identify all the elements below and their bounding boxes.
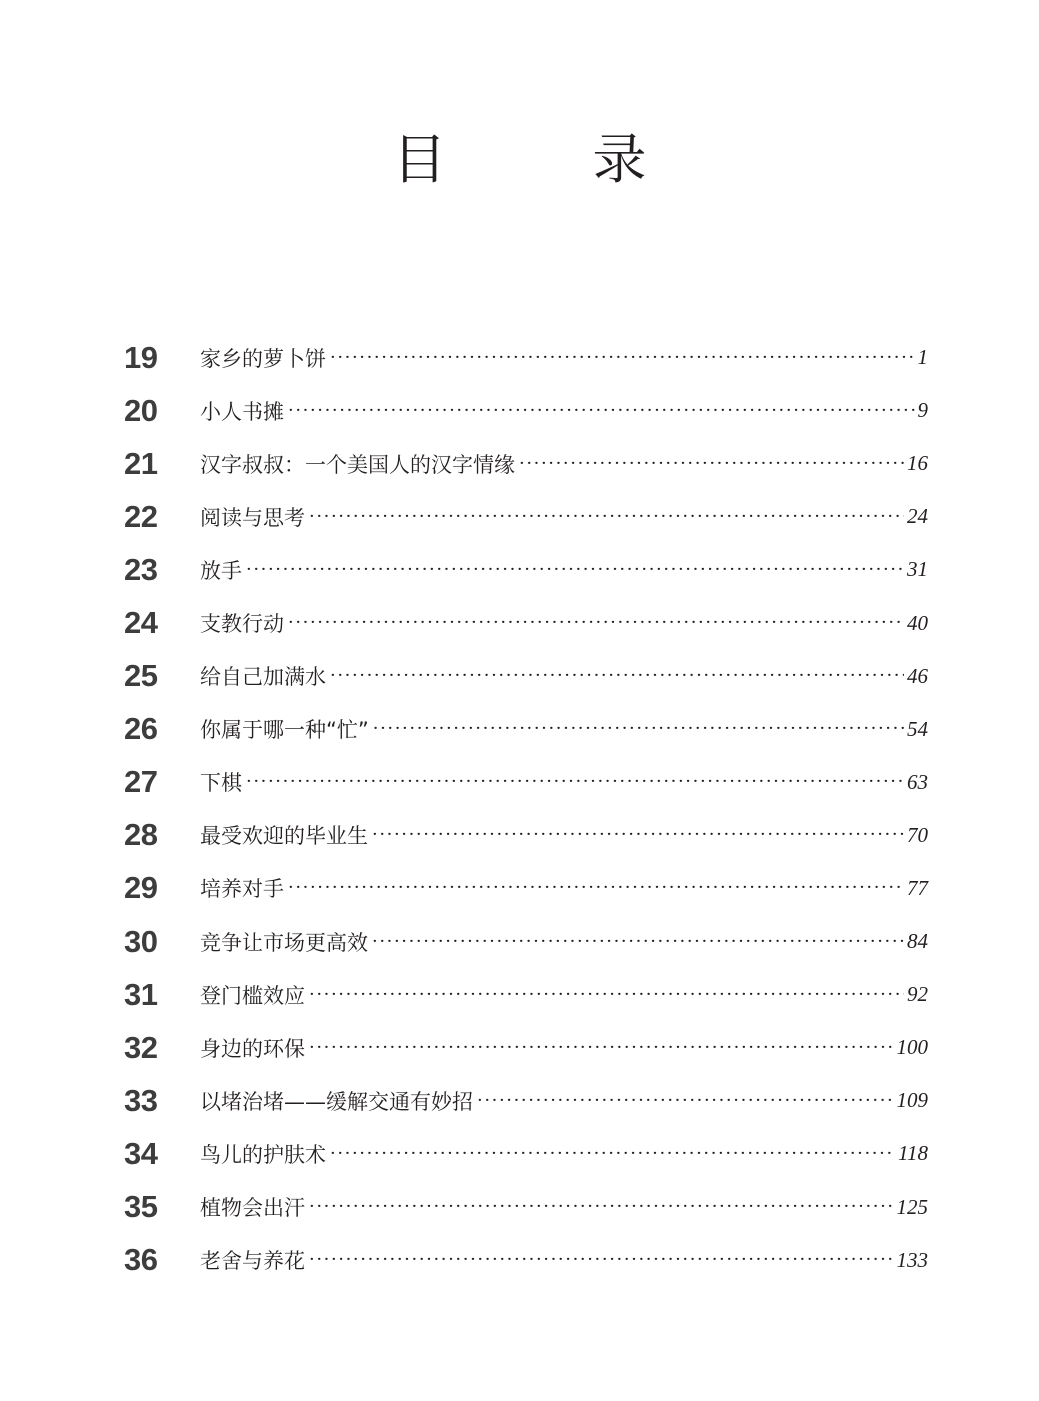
toc-entry-number: 20 xyxy=(124,392,158,428)
dot-leader xyxy=(373,717,904,741)
toc-entry-33[interactable] xyxy=(124,1074,928,1127)
dot-leader xyxy=(372,930,904,954)
toc-entry-25[interactable] xyxy=(124,650,928,703)
toc-entry-21[interactable] xyxy=(124,437,928,490)
toc-entry-number: 34 xyxy=(124,1135,158,1171)
toc-entry-23[interactable] xyxy=(124,543,928,596)
toc-entry-22[interactable] xyxy=(124,490,928,543)
toc-entry-title[interactable]: 身边的环保 xyxy=(200,1036,305,1061)
dot-leader xyxy=(477,1089,894,1113)
toc-entry-number: 27 xyxy=(124,764,158,800)
toc-entry-number: 24 xyxy=(124,605,158,641)
page-title: 目 录 xyxy=(392,128,693,191)
toc-entry-title[interactable]: 小人书摊 xyxy=(200,399,284,424)
toc-entry-32[interactable] xyxy=(124,1021,928,1074)
dot-leader xyxy=(309,505,904,529)
dot-leader xyxy=(330,1142,895,1166)
toc-entry-30[interactable] xyxy=(124,915,928,968)
toc-entry-page: 84 xyxy=(907,929,928,954)
toc-entry-34[interactable] xyxy=(124,1127,928,1180)
toc-entry-title[interactable]: 登门槛效应 xyxy=(200,983,305,1008)
toc-entry-page: 1 xyxy=(917,345,928,370)
toc-entry-page: 70 xyxy=(907,822,928,847)
toc-entry-27[interactable] xyxy=(124,756,928,809)
dot-leader xyxy=(246,558,904,582)
toc-entry-page: 133 xyxy=(896,1247,928,1272)
toc-entry-title[interactable]: 家乡的萝卜饼 xyxy=(200,346,326,371)
toc-entry-title[interactable]: 以堵治堵——缓解交通有妙招 xyxy=(200,1089,473,1114)
toc-entry-28[interactable] xyxy=(124,809,928,862)
toc-entry-35[interactable] xyxy=(124,1181,928,1234)
toc-entry-title[interactable]: 最受欢迎的毕业生 xyxy=(200,824,368,849)
dot-leader xyxy=(519,452,904,476)
toc-entry-page: 24 xyxy=(907,504,928,529)
toc-entry-title[interactable]: 鸟儿的护肤术 xyxy=(200,1142,326,1167)
toc-entry-page: 100 xyxy=(896,1035,928,1060)
dot-leader xyxy=(309,1248,894,1272)
toc-entry-number: 30 xyxy=(124,923,158,959)
toc-entry-20[interactable] xyxy=(124,384,928,437)
toc-entry-number: 31 xyxy=(124,976,158,1012)
toc-entry-number: 33 xyxy=(124,1082,158,1118)
toc-entry-24[interactable] xyxy=(124,596,928,649)
toc-entry-title[interactable]: 培养对手 xyxy=(200,877,284,902)
toc-entry-page: 118 xyxy=(898,1141,928,1166)
toc-entry-page: 77 xyxy=(907,875,928,900)
toc-entry-number: 21 xyxy=(124,445,158,481)
toc-entry-title[interactable]: 你属于哪一种“忙” xyxy=(200,718,369,743)
toc-entry-number: 26 xyxy=(124,711,158,747)
dot-leader xyxy=(330,664,904,688)
dot-leader xyxy=(288,876,904,900)
toc-entry-number: 19 xyxy=(124,339,158,375)
toc-entry-number: 22 xyxy=(124,498,158,534)
toc-entry-title[interactable]: 下棋 xyxy=(200,771,242,796)
toc-entry-36[interactable] xyxy=(124,1234,928,1287)
dot-leader xyxy=(288,399,915,423)
toc-entry-number: 28 xyxy=(124,817,158,853)
toc-entry-title[interactable]: 放手 xyxy=(200,558,242,583)
toc-entry-page: 109 xyxy=(896,1088,928,1113)
toc-entry-31[interactable] xyxy=(124,968,928,1021)
dot-leader xyxy=(309,1195,894,1219)
toc-entry-title[interactable]: 汉字叔叔：一个美国人的汉字情缘 xyxy=(200,452,515,477)
dot-leader xyxy=(309,1036,894,1060)
toc-entry-page: 40 xyxy=(907,610,928,635)
table-of-contents xyxy=(124,331,928,1287)
dot-leader xyxy=(372,823,904,847)
toc-entry-number: 35 xyxy=(124,1189,158,1225)
toc-entry-page: 63 xyxy=(907,769,928,794)
toc-entry-page: 54 xyxy=(907,716,928,741)
toc-entry-19[interactable] xyxy=(124,331,928,384)
dot-leader xyxy=(330,346,915,370)
toc-entry-page: 46 xyxy=(907,663,928,688)
toc-entry-number: 32 xyxy=(124,1029,158,1065)
toc-entry-page: 125 xyxy=(896,1194,928,1219)
dot-leader xyxy=(246,770,904,794)
toc-entry-title[interactable]: 竞争让市场更高效 xyxy=(200,930,368,955)
toc-entry-29[interactable] xyxy=(124,862,928,915)
toc-entry-number: 23 xyxy=(124,551,158,587)
toc-entry-number: 36 xyxy=(124,1242,158,1278)
toc-entry-number: 25 xyxy=(124,658,158,694)
dot-leader xyxy=(288,611,904,635)
toc-entry-page: 9 xyxy=(917,398,928,423)
toc-entry-26[interactable] xyxy=(124,703,928,756)
toc-entry-title[interactable]: 老舍与养花 xyxy=(200,1249,305,1274)
toc-entry-page: 31 xyxy=(907,557,928,582)
toc-entry-title[interactable]: 阅读与思考 xyxy=(200,505,305,530)
toc-entry-title[interactable]: 支教行动 xyxy=(200,612,284,637)
toc-entry-page: 92 xyxy=(907,982,928,1007)
toc-entry-title[interactable]: 植物会出汗 xyxy=(200,1196,305,1221)
toc-entry-title[interactable]: 给自己加满水 xyxy=(200,665,326,690)
toc-entry-number: 29 xyxy=(124,870,158,906)
toc-entry-page: 16 xyxy=(907,451,928,476)
dot-leader xyxy=(309,983,904,1007)
